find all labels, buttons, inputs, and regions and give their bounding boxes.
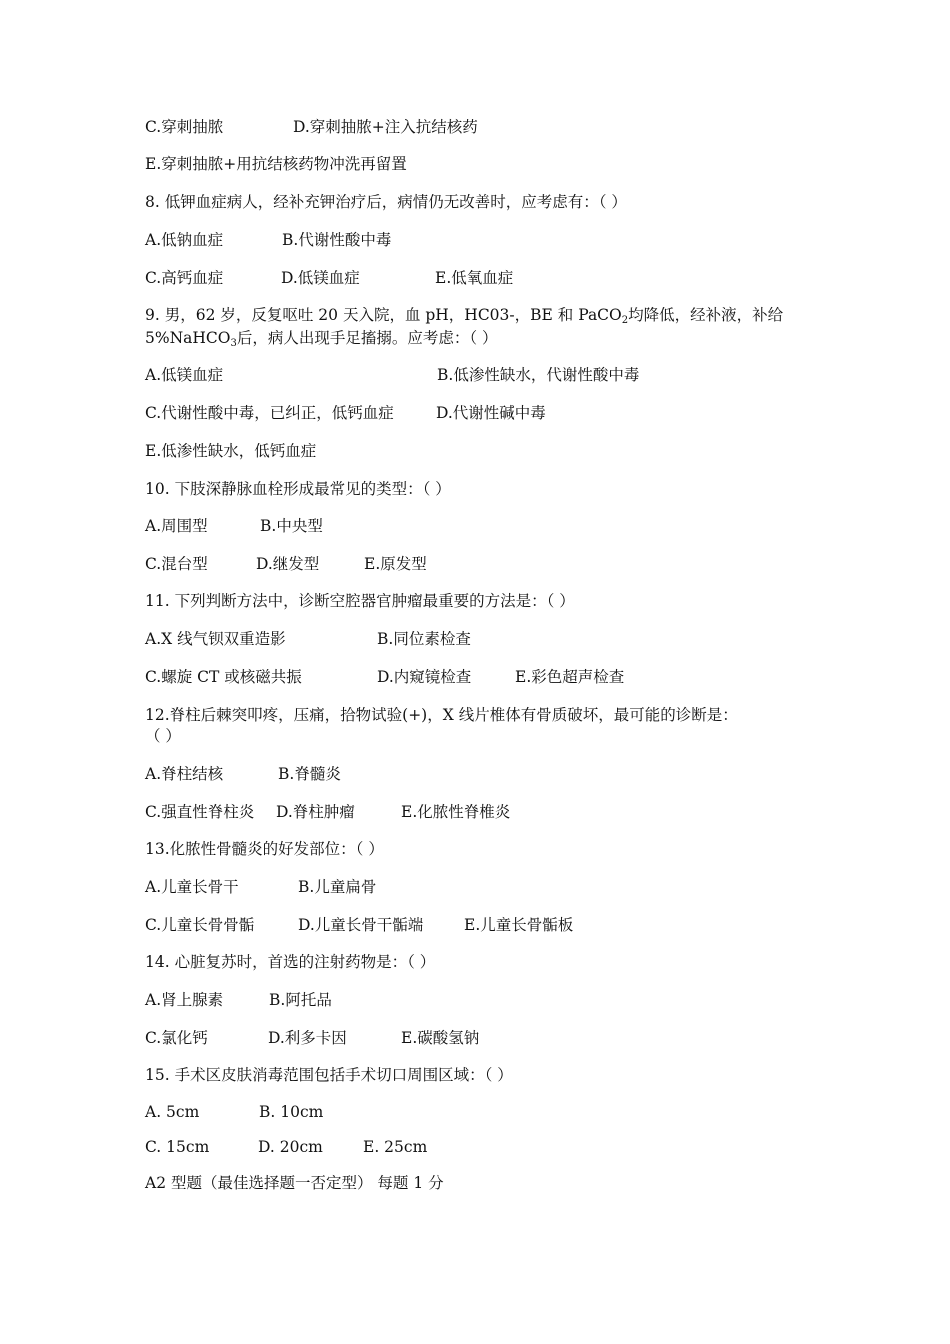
q14-option-c: C.氯化钙 — [145, 1029, 208, 1047]
q15-option-c: C. 15cm — [145, 1138, 210, 1156]
q15-option-d: D. 20cm — [258, 1138, 323, 1156]
q8-option-c: C.高钙血症 — [145, 269, 224, 287]
q9-subscript: 3 — [230, 338, 237, 349]
q9-options-cd — [145, 403, 546, 423]
q13-options-cde — [145, 915, 573, 935]
q13-option-d: D.儿童长骨干骺端 — [298, 916, 424, 934]
q9-options-ab — [145, 365, 639, 385]
q12-option-a: A.脊柱结核 — [145, 765, 224, 783]
q9-stem-text: 后，病人出现手足搐搦。应考虑：（ ） — [236, 329, 498, 347]
q11-options-cde — [145, 667, 624, 687]
q14-options-ab — [145, 990, 332, 1010]
q11-option-a: A.X 线气钡双重造影 — [145, 630, 286, 648]
q11-option-d: D.内窥镜检查 — [377, 668, 472, 686]
q9-stem-line2 — [145, 328, 498, 348]
q12-option-c: C.强直性脊柱炎 — [145, 803, 255, 821]
q13-option-b: B.儿童扁骨 — [298, 878, 377, 896]
q15-option-a: A. 5cm — [145, 1103, 200, 1121]
q8-options-cde — [145, 268, 513, 288]
q11-options-ab — [145, 629, 471, 649]
q8-option-a: A.低钠血症 — [145, 231, 224, 249]
q15-stem: 15. 手术区皮肤消毒范围包括手术切口周围区域：（ ） — [145, 1066, 513, 1084]
q14-option-d: D.利多卡因 — [268, 1029, 347, 1047]
q13-option-c: C.儿童长骨骨骺 — [145, 916, 255, 934]
q7-option-e: E.穿刺抽脓+用抗结核药物冲洗再留置 — [145, 155, 407, 173]
q9-subscript: 2 — [621, 315, 629, 326]
q10-option-d: D.继发型 — [256, 555, 320, 573]
q7-options-cd — [145, 117, 478, 137]
q11-stem: 11. 下列判断方法中，诊断空腔器官肿瘤最重要的方法是：（ ） — [145, 592, 575, 610]
q15-options-ab — [145, 1102, 323, 1122]
q14-option-e: E.碳酸氢钠 — [401, 1029, 480, 1047]
q9-stem-text: 9. 男，62 岁，反复呕吐 20 天入院，血 pH，HC03-，BE 和 PaCO — [145, 306, 622, 324]
q10-option-c: C.混台型 — [145, 555, 208, 573]
q8-option-b: B.代谢性酸中毒 — [282, 231, 392, 249]
q9-option-b: B.低渗性缺水，代谢性酸中毒 — [437, 366, 640, 384]
q15-options-cde — [145, 1137, 427, 1157]
q10-option-b: B.中央型 — [260, 517, 323, 535]
q12-option-d: D.脊柱肿瘤 — [276, 803, 355, 821]
q9-option-c: C.代谢性酸中毒，已纠正，低钙血症 — [145, 404, 394, 422]
q8-option-d: D.低镁血症 — [281, 269, 360, 287]
q15-option-e: E. 25cm — [363, 1138, 428, 1156]
q9-option-d: D.代谢性碱中毒 — [436, 404, 546, 422]
q7-option-c: C.穿刺抽脓 — [145, 118, 224, 136]
q12-options-cde — [145, 802, 510, 822]
q9-stem-text: 均降低，经补液，补给 — [628, 306, 784, 324]
q7-option-d: D.穿刺抽脓+注入抗结核药 — [293, 118, 478, 136]
q10-stem: 10. 下肢深静脉血栓形成最常见的类型：（ ） — [145, 480, 451, 498]
q9-stem-text: 5%NaHCO — [145, 329, 231, 347]
q10-options-cde — [145, 554, 427, 574]
q11-option-e: E.彩色超声检查 — [515, 668, 625, 686]
q12-option-e: E.化脓性脊椎炎 — [401, 803, 511, 821]
section-heading: A2 型题（最佳选择题一否定型） 每题 1 分 — [145, 1174, 444, 1192]
q12-stem-line2: （ ） — [145, 727, 181, 745]
q8-option-e: E.低氧血症 — [435, 269, 514, 287]
q8-stem: 8. 低钾血症病人，经补充钾治疗后，病情仍无改善时，应考虑有：（ ） — [145, 193, 627, 211]
q9-option-a: A.低镁血症 — [145, 366, 224, 384]
q10-options-ab — [145, 516, 323, 536]
q14-option-b: B.阿托品 — [269, 991, 332, 1009]
q14-stem: 14. 心脏复苏时，首选的注射药物是：（ ） — [145, 953, 436, 971]
q8-options-ab — [145, 230, 391, 250]
q9-option-e: E.低渗性缺水，低钙血症 — [145, 442, 317, 460]
q12-options-ab — [145, 764, 341, 784]
q9-stem-line1 — [145, 305, 783, 325]
q10-option-e: E.原发型 — [364, 555, 427, 573]
q12-option-b: B.脊髓炎 — [278, 765, 341, 783]
q13-options-ab — [145, 877, 376, 897]
q14-options-cde — [145, 1028, 479, 1048]
q14-option-a: A.肾上腺素 — [145, 991, 224, 1009]
q11-option-b: B.同位素检查 — [377, 630, 471, 648]
q13-option-a: A.儿童长骨干 — [145, 878, 239, 896]
q10-option-a: A.周围型 — [145, 517, 208, 535]
q15-option-b: B. 10cm — [259, 1103, 324, 1121]
q13-stem: 13.化脓性骨髓炎的好发部位：（ ） — [145, 840, 384, 858]
q13-option-e: E.儿童长骨骺板 — [464, 916, 574, 934]
q11-option-c: C.螺旋 CT 或核磁共振 — [145, 668, 302, 686]
q12-stem-line1: 12.脊柱后棘突叩疼，压痛，拾物试验(+)，X 线片椎体有骨质破坏，最可能的诊断是： — [145, 706, 738, 724]
